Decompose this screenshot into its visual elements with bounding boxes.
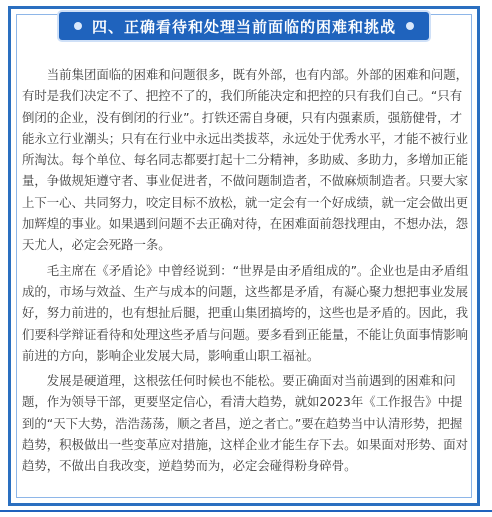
left-dot-icon	[74, 22, 82, 30]
section-title-bar	[59, 12, 429, 40]
right-dot-icon	[406, 22, 414, 30]
bottom-divider	[0, 510, 492, 512]
section-title: 四、正确看待和处理当前面临的困难和挑战	[91, 17, 396, 36]
paragraph-3: 发展是硬道理，这根弦任何时候也不能松。要正确面对当前遇到的困难和问题，作为领导干部，更要坚定信心，看清大趋势，就如2023年《工作报告》中提到的“天下大势，浩浩荡荡，顺之者昌，逆之者亡。”要在趋势当中认清形势，把握趋势，积极做出一些变革应对措施，这样企业才能生存下去。如果面对形势、面对趋势，不做出自我改变，逆趋势而为，必定会碰得粉身碎骨。	[22, 373, 469, 474]
paragraph-2: 毛主席在《矛盾论》中曾经说到：“世界是由矛盾组成的”。企业也是由矛盾组成的，市场与效益、生产与成本的问题，这些都是矛盾，有凝心聚力想把事业发展好，努力前进的，也有想扯后腿，把重山集团搞垮的，这些也是矛盾的。因此，我们要科学辩证看待和处理这些矛盾与问题。要多看到正能量，不能让负面事情影响前进的方向，影响企业发展大局，影响重山职工福祉。	[22, 262, 469, 363]
article-body	[22, 64, 470, 477]
section-header	[11, 11, 477, 41]
paragraph-1: 当前集团面临的困难和问题很多，既有外部，也有内部。外部的困难和问题，有时是我们决定不了、把控不了的，我们所能决定和把控的只有我们自己。“只有倒闭的企业，没有倒闭的行业”。打铁还需自身硬，只有内强素质，强筋健骨，才能永立行业潮头；只有在行业中永远出类拔萃，永远处于优秀水平，才能不被行业所淘汰。每个单位、每名同志都要打起十二分精神，多助威、多助力，多增加正能量，争做规矩遵守者、事业促进者，不做问题制造者，不做麻烦制造者。只要大家上下一心、共同努力，咬定目标不放松，就一定会有一个好成绩，就一定会做出更加辉煌的事业。如果遇到问题不去正确对待，在困难面前怨找理由，不想办法，怨天尤人，必定会死路一条。	[22, 67, 469, 253]
